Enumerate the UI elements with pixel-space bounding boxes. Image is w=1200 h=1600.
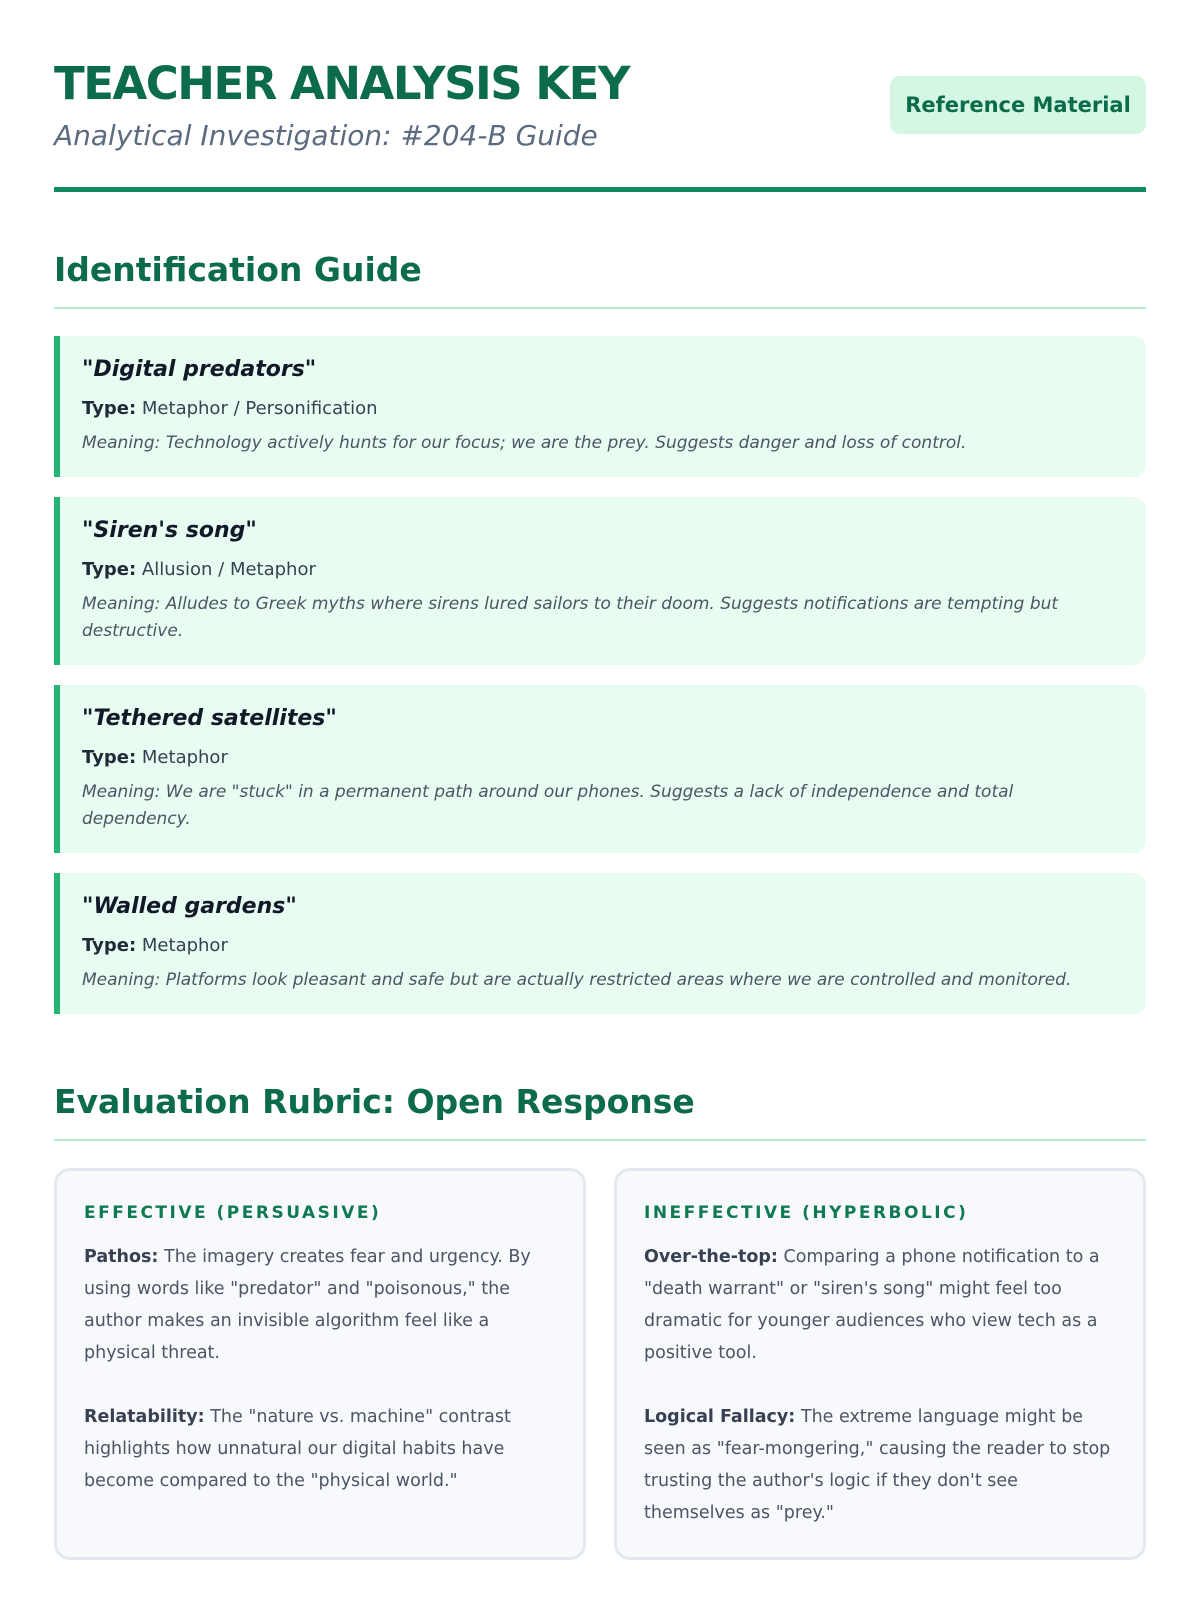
identification-card: [54, 685, 1146, 853]
rubric-point-text: Comparing a phone notification to a "death warrant" or "siren's song" might feel too dramatic for younger audiences who view tech as a positive tool.: [644, 1247, 1100, 1363]
identification-guide-divider: [54, 307, 1146, 309]
reference-material-badge: Reference Material: [890, 76, 1146, 134]
effective-rubric-card: [54, 1168, 586, 1560]
identification-card: [54, 497, 1146, 665]
rubric-point-text: The imagery creates fear and urgency. By using words like "predator" and "poisonous," the author makes an invisible algorithm feel like a physical threat.: [84, 1247, 531, 1363]
type-label: Type:: [82, 398, 137, 419]
device-type-line: [82, 933, 1118, 959]
effective-heading: EFFECTIVE (PERSUASIVE): [84, 1203, 382, 1223]
rubric-point: [644, 1401, 1117, 1529]
phrase-meaning: Meaning: We are "stuck" in a permanent path around our phones. Suggests a lack of independence and total dependency.: [82, 782, 1014, 829]
ineffective-heading: INEFFECTIVE (HYPERBOLIC): [644, 1203, 969, 1223]
device-type-line: [82, 396, 1118, 422]
phrase-meaning: Meaning: Alludes to Greek myths where sirens lured sailors to their doom. Suggests notifications are tempting but destructive.: [82, 594, 1059, 641]
document-header: [54, 56, 1146, 196]
figurative-phrase: "Siren's song": [82, 518, 257, 543]
rubric-point-text: The "nature vs. machine" contrast highlights how unnatural our digital habits have become compared to the "physical world.": [84, 1407, 511, 1491]
device-type: Metaphor: [141, 935, 228, 956]
device-type: Metaphor: [141, 747, 228, 768]
phrase-meaning: Meaning: Platforms look pleasant and safe but are actually restricted areas where we are controlled and monitored.: [82, 970, 1072, 990]
phrase-meaning: Meaning: Technology actively hunts for our focus; we are the prey. Suggests danger and loss of control.: [82, 433, 967, 453]
document-subtitle: Analytical Investigation: #204-B Guide: [54, 119, 598, 152]
type-label: Type:: [82, 747, 137, 768]
device-type: Metaphor / Personification: [141, 398, 378, 419]
rubric-point: [84, 1401, 557, 1497]
rubric-point-label: Logical Fallacy:: [644, 1407, 796, 1427]
type-label: Type:: [82, 935, 137, 956]
document-title: TEACHER ANALYSIS KEY: [54, 57, 629, 110]
figurative-phrase: "Digital predators": [82, 357, 317, 382]
device-type-line: [82, 557, 1118, 583]
rubric-point-label: Pathos:: [84, 1247, 159, 1267]
ineffective-rubric-card: [614, 1168, 1146, 1560]
identification-list: [54, 336, 1146, 1034]
figurative-phrase: "Walled gardens": [82, 894, 297, 919]
rubric-point-label: Relatability:: [84, 1407, 205, 1427]
rubric-point-label: Over-the-top:: [644, 1247, 778, 1267]
figurative-phrase: "Tethered satellites": [82, 706, 337, 731]
rubric-point: [84, 1241, 557, 1369]
identification-guide-heading: Identification Guide: [54, 250, 422, 289]
device-type: Allusion / Metaphor: [141, 559, 316, 580]
rubric-point: [644, 1241, 1117, 1369]
evaluation-rubric-divider: [54, 1139, 1146, 1141]
rubric-columns: [54, 1168, 1146, 1560]
identification-card: [54, 873, 1146, 1014]
evaluation-rubric-heading: Evaluation Rubric: Open Response: [54, 1082, 695, 1121]
type-label: Type:: [82, 559, 137, 580]
header-divider: [54, 187, 1146, 192]
rubric-point-text: The extreme language might be seen as "fear-mongering," causing the reader to stop trusting the author's logic if they don't see themselves as "prey.": [644, 1407, 1111, 1523]
device-type-line: [82, 745, 1118, 771]
identification-card: [54, 336, 1146, 477]
